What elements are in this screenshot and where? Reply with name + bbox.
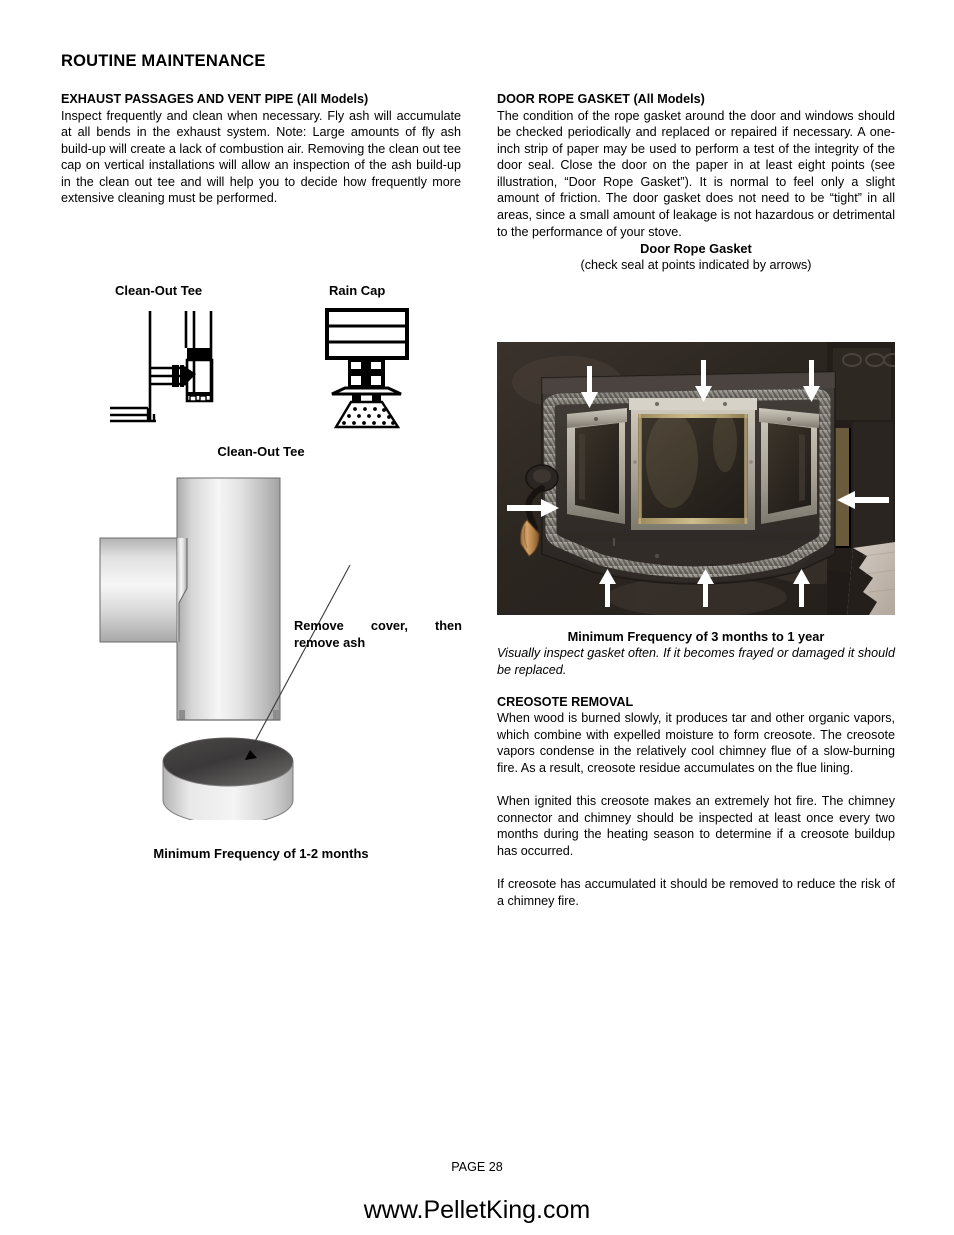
clean-out-tee-caption: Clean-Out Tee xyxy=(217,444,305,459)
creosote-paragraph-1: When wood is burned slowly, it produces tar and other organic vapors, which combine with expelled moisture to form creosote. The creosote vapors condense in the relatively cool chimney flue of a slow-burning fire. As a result, creosote residue accumulates on the flue lining. xyxy=(497,711,895,776)
door-rope-gasket-photo xyxy=(497,342,895,615)
right-column-lower xyxy=(497,628,895,909)
spacer xyxy=(497,860,895,877)
remove-cover-callout: Remove cover, then remove ash xyxy=(294,618,462,650)
page-title: ROUTINE MAINTENANCE xyxy=(61,52,266,70)
left-column xyxy=(61,92,461,207)
rain-cap-diagram xyxy=(322,306,418,430)
figure-label-row xyxy=(61,283,461,305)
spacer xyxy=(497,777,895,794)
door-rope-gasket-body: The condition of the rope gasket around the door and windows should be checked periodically and replaced or repaired if necessary. A one-inch strip of paper may be used to perform a test of the integrity of the door seal. Close the door on the paper in at least eight points (see illustration, “Door Rope Gasket”). It is normal to feel only a slight amount of friction. The door gasket does not need to be “tight” in all areas, since a small amount of leakage is not hazardous or detrimental to the performance of your stove. xyxy=(497,108,895,239)
gasket-inspect-note: Visually inspect gasket often. If it becomes frayed or damaged it should be replaced. xyxy=(497,646,895,677)
rain-cap-label: Rain Cap xyxy=(329,283,386,298)
door-gasket-photo-art xyxy=(497,342,895,615)
door-rope-gasket-heading: DOOR ROPE GASKET (All Models) xyxy=(497,92,705,106)
left-frequency-caption: Minimum Frequency of 1-2 months xyxy=(153,846,369,861)
creosote-paragraph-2: When ignited this creosote makes an extremely hot fire. The chimney connector and chimney should be inspected at least once every two months during the heating season to determine if a creosote buildup has occurred. xyxy=(497,794,895,859)
website-url: www.PelletKing.com xyxy=(363,1196,591,1224)
creosote-paragraph-3: If creosote has accumulated it should be removed to reduce the risk of a chimney fire. xyxy=(497,877,895,908)
right-column xyxy=(497,92,895,274)
clean-out-tee-label: Clean-Out Tee xyxy=(115,283,203,298)
exhaust-section-body: Inspect frequently and clean when necessary. Fly ash will accumulate at all bends in the exhaust system. Note: Large amounts of fly ash build-up will create a lack of combustion air. Removing the clean out tee cap on vertical installations will allow an inspection of the ash build-up in the clean out tee and will help you to decide how frequently more extensive cleaning must be performed. xyxy=(61,108,461,206)
door-rope-gasket-figure-title: Door Rope Gasket xyxy=(640,241,752,257)
spacer xyxy=(497,678,895,695)
gasket-frequency-caption: Minimum Frequency of 3 months to 1 year xyxy=(567,629,825,644)
creosote-removal-heading: CREOSOTE REMOVAL xyxy=(497,694,634,709)
door-rope-gasket-figure-subtitle: (check seal at points indicated by arrows) xyxy=(580,258,812,273)
page-number: PAGE 28 xyxy=(451,1160,503,1174)
clean-out-tee-diagram xyxy=(108,308,238,433)
exhaust-section-heading: EXHAUST PASSAGES AND VENT PIPE (All Models) xyxy=(61,92,369,106)
